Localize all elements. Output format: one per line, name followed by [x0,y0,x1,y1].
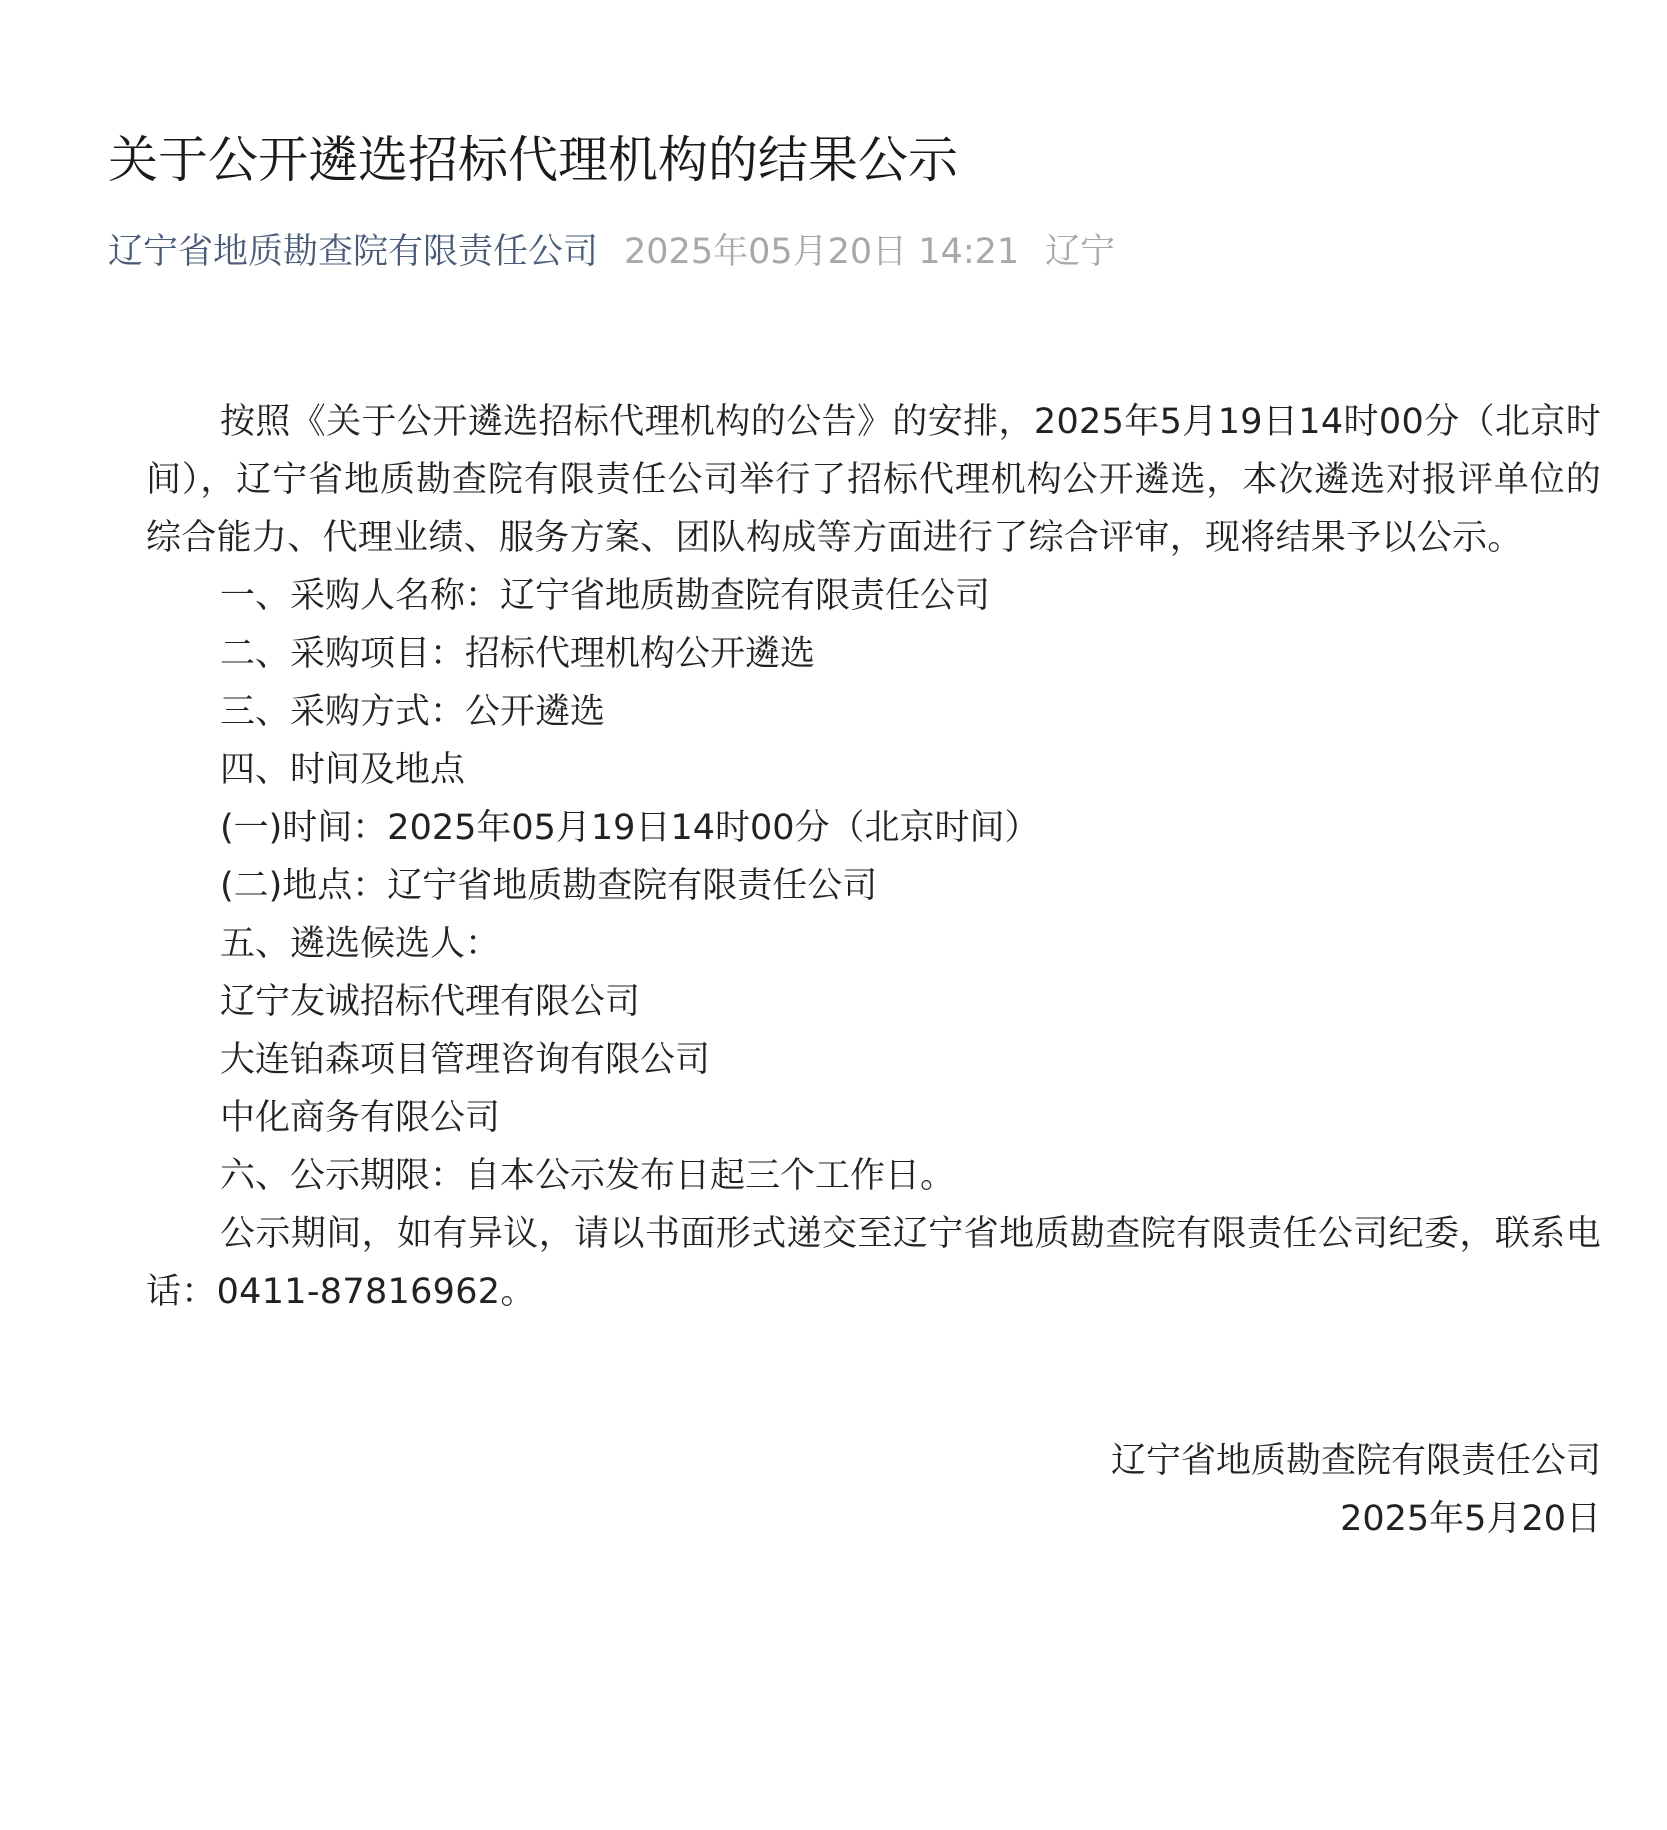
publish-time: 2025年05月20日 14:21 [624,232,1020,272]
article-title: 关于公开遴选招标代理机构的结果公示 [108,131,958,189]
candidate-item: 大连铂森项目管理咨询有限公司 [220,1040,711,1080]
signature-block [1111,1432,1601,1548]
article-body [146,393,1601,1321]
purchase-project: 二、采购项目：招标代理机构公开遴选 [220,634,816,674]
candidates-heading: 五、遴选候选人： [220,924,501,964]
publicity-period: 六、公示期限：自本公示发布日起三个工作日。 [220,1156,956,1196]
signature-org: 辽宁省地质勘查院有限责任公司 [1110,1441,1601,1481]
time-place-heading: 四、时间及地点 [220,750,466,790]
intro-paragraph: 按照《关于公开遴选招标代理机构的公告》的安排，2025年5月19日14时00分（北京时间），辽宁省地质勘查院有限责任公司举行了招标代理机构公开遴选，本次遴选对报评单位的综合能力、代理业绩、服务方案、团队构成等方面进行了综合评审，现将结果予以公示。 [146,402,1601,558]
author-link[interactable]: 辽宁省地质勘查院有限责任公司 [108,232,599,272]
article-meta [108,228,1115,276]
signature-date: 2025年5月20日 [1340,1499,1601,1539]
candidate-item: 中化商务有限公司 [220,1098,501,1138]
candidate-item: 辽宁友诚招标代理有限公司 [220,982,641,1022]
event-time: (一)时间：2025年05月19日14时00分（北京时间） [220,808,1040,848]
purchaser-name: 一、采购人名称：辽宁省地质勘查院有限责任公司 [220,576,991,616]
region-tag: 辽宁 [1045,232,1116,272]
objection-contact: 公示期间，如有异议，请以书面形式递交至辽宁省地质勘查院有限责任公司纪委，联系电话：0411-87816962。 [146,1214,1601,1312]
purchase-method: 三、采购方式：公开遴选 [220,692,606,732]
event-place: (二)地点：辽宁省地质勘查院有限责任公司 [220,866,878,906]
